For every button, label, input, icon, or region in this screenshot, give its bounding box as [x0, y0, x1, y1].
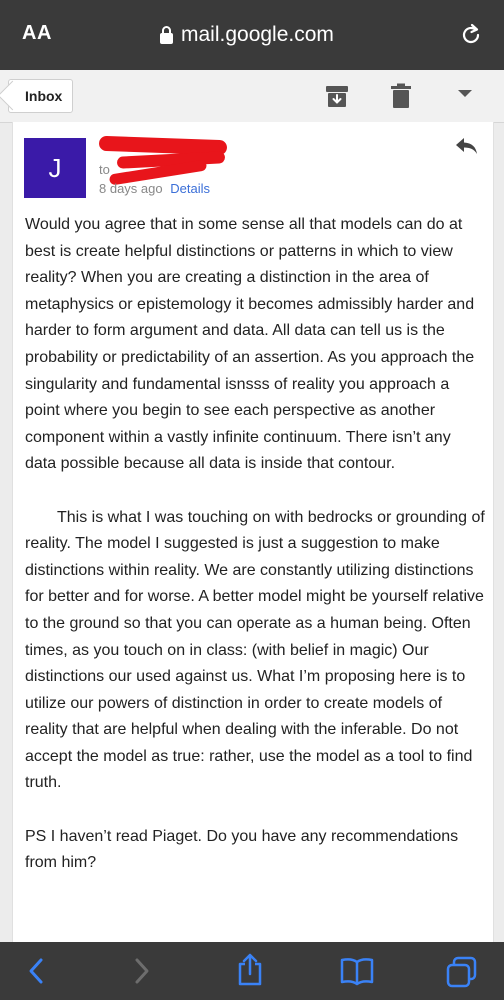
forward-icon[interactable] — [132, 956, 152, 986]
back-icon[interactable] — [26, 956, 46, 986]
dropdown-icon[interactable] — [457, 89, 473, 99]
message-meta — [99, 181, 210, 196]
trash-icon[interactable] — [389, 83, 413, 109]
message-paragraph: This is what I was touching on with bedrocks or grounding of reality. The model I suggested is just a suggestion to make distinctions within reality. We are constantly utilizing distinctions for better and for worse. A better model might be yourself relative to the ground so that you can operate as a human being. Often times, as you touch on in class: (with belief in magic) Our distinctions our used against us. What I’m proposing here is to utilize our powers of distinction in order to create models of reality that are helpful when dealing with the inferable. Do not accept the model as true: rather, use the model as a tool to find truth. — [25, 508, 485, 792]
mail-toolbar — [0, 70, 504, 123]
url-domain[interactable]: mail.google.com — [181, 23, 334, 46]
reply-icon[interactable] — [454, 136, 478, 156]
message-paragraph: Would you agree that in some sense all that models can do at best is create helpful distinctions or patterns in which to view reality? When you are creating a distinction in the area of metaphysics or epistemology it becomes admissibly harder and harder to form argument and data. All data can tell us is the probability or predictability of an assertion. As you approach the singularity and fundamental isnsss of reality you approach a point where you begin to see each perspective as another component within a vastly infinite continuum. There isn’t any data possible because all data is inside that contour. — [25, 216, 475, 473]
recipient-line[interactable]: to — [99, 162, 110, 177]
text-size-button[interactable]: AA — [22, 22, 52, 44]
bookmarks-icon[interactable] — [340, 956, 374, 986]
archive-icon[interactable] — [324, 83, 350, 109]
avatar: J — [24, 138, 86, 198]
message-time: 8 days ago — [99, 181, 163, 196]
email-message — [12, 122, 494, 942]
details-link[interactable]: Details — [170, 181, 210, 196]
browser-url-bar — [0, 0, 504, 70]
share-icon[interactable] — [236, 952, 264, 986]
browser-bottom-bar — [0, 942, 504, 1000]
message-body — [25, 212, 485, 903]
reload-icon[interactable] — [458, 22, 484, 48]
tabs-icon[interactable] — [446, 956, 478, 988]
lock-icon — [159, 25, 174, 45]
back-to-inbox-label: Inbox — [25, 88, 63, 104]
message-paragraph: PS I haven’t read Piaget. Do you have any recommendations from him? — [25, 827, 459, 872]
back-to-inbox-button[interactable] — [8, 79, 73, 113]
